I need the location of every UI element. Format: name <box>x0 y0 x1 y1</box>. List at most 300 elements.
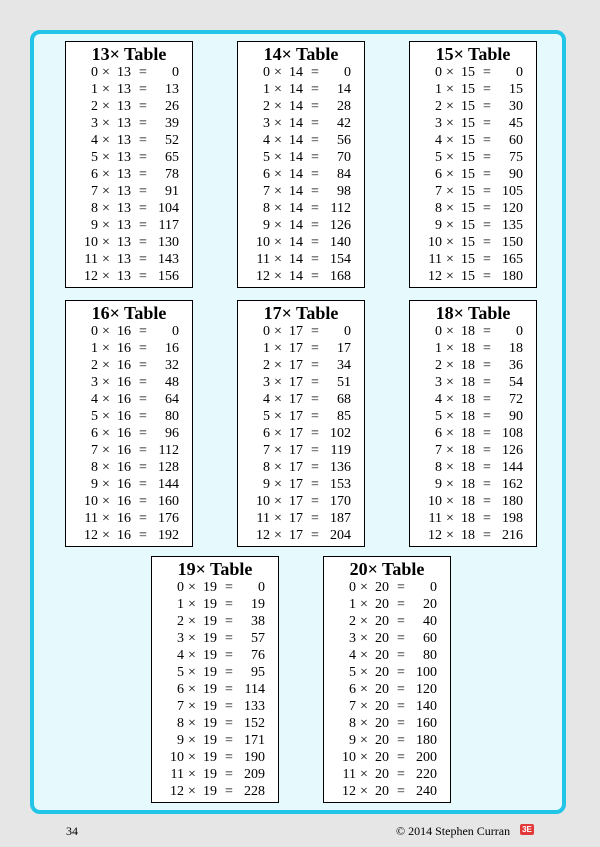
table-row <box>66 357 192 374</box>
times-sign: × <box>274 341 282 356</box>
table-row <box>238 149 364 166</box>
table-title: 18× Table <box>435 303 511 323</box>
multiplicand: 15 <box>461 133 475 148</box>
product: 192 <box>158 528 179 543</box>
times-table-20 <box>323 556 451 803</box>
product: 240 <box>416 784 437 799</box>
product: 160 <box>158 494 179 509</box>
product: 51 <box>337 375 351 390</box>
multiplier: 5 <box>435 150 442 165</box>
multiplier: 9 <box>349 733 356 748</box>
multiplier: 9 <box>435 477 442 492</box>
equals-sign: = <box>483 443 491 458</box>
product: 130 <box>158 235 179 250</box>
product: 220 <box>416 767 437 782</box>
multiplicand: 14 <box>289 218 303 233</box>
times-sign: × <box>446 392 454 407</box>
product: 180 <box>502 494 523 509</box>
multiplier: 1 <box>435 341 442 356</box>
product: 68 <box>337 392 351 407</box>
times-sign: × <box>446 150 454 165</box>
product: 18 <box>509 341 523 356</box>
multiplier: 0 <box>177 580 184 595</box>
multiplier: 3 <box>263 116 270 131</box>
table-row <box>238 200 364 217</box>
multiplier: 1 <box>435 82 442 97</box>
times-sign: × <box>102 235 110 250</box>
table-rows <box>66 323 192 544</box>
product: 56 <box>337 133 351 148</box>
multiplier: 0 <box>435 324 442 339</box>
product: 95 <box>251 665 265 680</box>
equals-sign: = <box>225 597 233 612</box>
table-row <box>324 630 450 647</box>
page-number: 34 <box>66 824 78 838</box>
times-sign: × <box>102 252 110 267</box>
multiplicand: 14 <box>289 201 303 216</box>
times-sign: × <box>446 443 454 458</box>
equals-sign: = <box>311 269 319 284</box>
multiplicand: 17 <box>289 477 303 492</box>
times-sign: × <box>274 392 282 407</box>
times-sign: × <box>360 580 368 595</box>
product: 154 <box>330 252 351 267</box>
multiplier: 4 <box>435 133 442 148</box>
product: 57 <box>251 631 265 646</box>
times-sign: × <box>274 494 282 509</box>
product: 108 <box>502 426 523 441</box>
multiplier: 3 <box>435 375 442 390</box>
equals-sign: = <box>311 184 319 199</box>
equals-sign: = <box>139 150 147 165</box>
table-row <box>410 459 536 476</box>
times-sign: × <box>274 460 282 475</box>
product: 42 <box>337 116 351 131</box>
multiplicand: 14 <box>289 252 303 267</box>
multiplier: 2 <box>91 99 98 114</box>
equals-sign: = <box>311 324 319 339</box>
product: 36 <box>509 358 523 373</box>
times-sign: × <box>102 511 110 526</box>
table-row <box>152 664 278 681</box>
multiplicand: 20 <box>375 750 389 765</box>
times-sign: × <box>360 614 368 629</box>
multiplicand: 13 <box>117 201 131 216</box>
table-title: 19× Table <box>177 559 253 579</box>
multiplicand: 13 <box>117 133 131 148</box>
equals-sign: = <box>397 767 405 782</box>
times-sign: × <box>188 665 196 680</box>
table-row <box>410 234 536 251</box>
times-sign: × <box>274 409 282 424</box>
multiplicand: 20 <box>375 699 389 714</box>
equals-sign: = <box>311 150 319 165</box>
equals-sign: = <box>483 528 491 543</box>
times-sign: × <box>274 184 282 199</box>
equals-sign: = <box>483 341 491 356</box>
table-row <box>152 783 278 800</box>
table-row <box>66 476 192 493</box>
equals-sign: = <box>397 716 405 731</box>
product: 0 <box>344 324 351 339</box>
multiplier: 12 <box>342 784 356 799</box>
multiplier: 8 <box>263 460 270 475</box>
multiplicand: 18 <box>461 443 475 458</box>
times-table-15 <box>409 41 537 288</box>
table-row <box>410 149 536 166</box>
product: 72 <box>509 392 523 407</box>
equals-sign: = <box>483 511 491 526</box>
multiplier: 10 <box>84 494 98 509</box>
equals-sign: = <box>311 477 319 492</box>
product: 198 <box>502 511 523 526</box>
equals-sign: = <box>483 99 491 114</box>
times-table-17 <box>237 300 365 547</box>
product: 0 <box>258 580 265 595</box>
multiplier: 11 <box>256 511 270 526</box>
multiplicand: 20 <box>375 716 389 731</box>
times-sign: × <box>446 184 454 199</box>
product: 78 <box>165 167 179 182</box>
table-row <box>410 98 536 115</box>
multiplier: 7 <box>91 443 98 458</box>
equals-sign: = <box>225 648 233 663</box>
table-row <box>238 391 364 408</box>
product: 180 <box>502 269 523 284</box>
table-row <box>324 681 450 698</box>
multiplier: 11 <box>84 511 98 526</box>
multiplicand: 19 <box>203 682 217 697</box>
multiplier: 9 <box>263 477 270 492</box>
multiplier: 1 <box>263 341 270 356</box>
equals-sign: = <box>483 167 491 182</box>
times-sign: × <box>274 477 282 492</box>
table-row <box>410 442 536 459</box>
multiplier: 8 <box>349 716 356 731</box>
times-sign: × <box>102 184 110 199</box>
product: 170 <box>330 494 351 509</box>
product: 190 <box>244 750 265 765</box>
table-row <box>410 183 536 200</box>
multiplier: 3 <box>91 375 98 390</box>
times-sign: × <box>360 767 368 782</box>
equals-sign: = <box>483 65 491 80</box>
multiplicand: 16 <box>117 426 131 441</box>
multiplier: 2 <box>91 358 98 373</box>
product: 90 <box>509 409 523 424</box>
table-row <box>66 459 192 476</box>
times-sign: × <box>360 733 368 748</box>
product: 104 <box>158 201 179 216</box>
multiplicand: 15 <box>461 218 475 233</box>
product: 209 <box>244 767 265 782</box>
multiplicand: 20 <box>375 784 389 799</box>
times-sign: × <box>446 116 454 131</box>
table-row <box>238 217 364 234</box>
times-sign: × <box>446 218 454 233</box>
equals-sign: = <box>311 133 319 148</box>
times-sign: × <box>188 699 196 714</box>
table-rows <box>238 64 364 285</box>
equals-sign: = <box>225 682 233 697</box>
times-sign: × <box>102 218 110 233</box>
equals-sign: = <box>225 750 233 765</box>
equals-sign: = <box>483 133 491 148</box>
table-row <box>66 510 192 527</box>
equals-sign: = <box>311 358 319 373</box>
multiplier: 9 <box>91 477 98 492</box>
product: 80 <box>165 409 179 424</box>
multiplicand: 13 <box>117 269 131 284</box>
multiplier: 12 <box>256 528 270 543</box>
multiplier: 0 <box>91 324 98 339</box>
product: 13 <box>165 82 179 97</box>
multiplicand: 20 <box>375 665 389 680</box>
table-row <box>238 340 364 357</box>
equals-sign: = <box>139 392 147 407</box>
multiplicand: 13 <box>117 82 131 97</box>
times-sign: × <box>446 358 454 373</box>
equals-sign: = <box>483 460 491 475</box>
times-sign: × <box>274 269 282 284</box>
multiplier: 4 <box>263 133 270 148</box>
table-row <box>410 64 536 81</box>
product: 84 <box>337 167 351 182</box>
product: 38 <box>251 614 265 629</box>
equals-sign: = <box>397 597 405 612</box>
product: 165 <box>502 252 523 267</box>
table-row <box>66 64 192 81</box>
equals-sign: = <box>483 426 491 441</box>
multiplicand: 13 <box>117 167 131 182</box>
multiplicand: 17 <box>289 460 303 475</box>
times-sign: × <box>360 784 368 799</box>
equals-sign: = <box>397 580 405 595</box>
equals-sign: = <box>225 716 233 731</box>
product: 80 <box>423 648 437 663</box>
multiplier: 6 <box>435 426 442 441</box>
multiplicand: 15 <box>461 167 475 182</box>
multiplier: 9 <box>435 218 442 233</box>
equals-sign: = <box>139 324 147 339</box>
table-row <box>324 783 450 800</box>
table-row <box>410 340 536 357</box>
multiplier: 1 <box>349 597 356 612</box>
equals-sign: = <box>311 511 319 526</box>
product: 128 <box>158 460 179 475</box>
multiplicand: 15 <box>461 184 475 199</box>
times-sign: × <box>360 716 368 731</box>
multiplier: 4 <box>91 133 98 148</box>
multiplier: 3 <box>349 631 356 646</box>
equals-sign: = <box>483 235 491 250</box>
equals-sign: = <box>225 580 233 595</box>
multiplier: 10 <box>428 494 442 509</box>
product: 112 <box>158 443 179 458</box>
times-sign: × <box>446 252 454 267</box>
multiplier: 2 <box>177 614 184 629</box>
times-sign: × <box>274 201 282 216</box>
times-sign: × <box>446 426 454 441</box>
product: 162 <box>502 477 523 492</box>
multiplier: 6 <box>177 682 184 697</box>
product: 48 <box>165 375 179 390</box>
multiplier: 2 <box>435 358 442 373</box>
table-row <box>324 715 450 732</box>
times-sign: × <box>102 392 110 407</box>
multiplicand: 20 <box>375 580 389 595</box>
multiplicand: 16 <box>117 324 131 339</box>
table-row <box>66 425 192 442</box>
multiplicand: 18 <box>461 358 475 373</box>
multiplicand: 17 <box>289 426 303 441</box>
times-sign: × <box>188 716 196 731</box>
times-sign: × <box>360 750 368 765</box>
table-row <box>66 408 192 425</box>
equals-sign: = <box>311 252 319 267</box>
multiplier: 8 <box>177 716 184 731</box>
product: 17 <box>337 341 351 356</box>
product: 156 <box>158 269 179 284</box>
product: 150 <box>502 235 523 250</box>
product: 70 <box>337 150 351 165</box>
table-row <box>324 647 450 664</box>
product: 216 <box>502 528 523 543</box>
equals-sign: = <box>139 82 147 97</box>
times-sign: × <box>102 426 110 441</box>
table-row <box>324 579 450 596</box>
product: 0 <box>516 324 523 339</box>
times-sign: × <box>102 65 110 80</box>
table-row <box>66 527 192 544</box>
table-row <box>152 681 278 698</box>
product: 105 <box>502 184 523 199</box>
multiplier: 2 <box>263 358 270 373</box>
equals-sign: = <box>483 184 491 199</box>
table-row <box>66 166 192 183</box>
table-row <box>410 81 536 98</box>
times-sign: × <box>360 682 368 697</box>
table-row <box>238 425 364 442</box>
table-title: 13× Table <box>91 44 167 64</box>
product: 15 <box>509 82 523 97</box>
equals-sign: = <box>311 341 319 356</box>
product: 120 <box>416 682 437 697</box>
multiplicand: 16 <box>117 460 131 475</box>
equals-sign: = <box>139 252 147 267</box>
equals-sign: = <box>483 252 491 267</box>
equals-sign: = <box>483 494 491 509</box>
equals-sign: = <box>139 133 147 148</box>
equals-sign: = <box>311 375 319 390</box>
multiplicand: 16 <box>117 409 131 424</box>
equals-sign: = <box>139 494 147 509</box>
times-sign: × <box>274 116 282 131</box>
equals-sign: = <box>225 614 233 629</box>
table-row <box>410 268 536 285</box>
times-sign: × <box>360 597 368 612</box>
equals-sign: = <box>139 511 147 526</box>
times-sign: × <box>274 443 282 458</box>
times-sign: × <box>446 99 454 114</box>
equals-sign: = <box>139 443 147 458</box>
multiplier: 1 <box>91 341 98 356</box>
product: 126 <box>330 218 351 233</box>
multiplicand: 19 <box>203 631 217 646</box>
equals-sign: = <box>225 767 233 782</box>
product: 91 <box>165 184 179 199</box>
table-row <box>152 766 278 783</box>
multiplier: 10 <box>170 750 184 765</box>
times-sign: × <box>446 133 454 148</box>
product: 16 <box>165 341 179 356</box>
equals-sign: = <box>397 665 405 680</box>
table-row <box>238 81 364 98</box>
table-row <box>410 510 536 527</box>
multiplicand: 15 <box>461 99 475 114</box>
times-sign: × <box>188 784 196 799</box>
equals-sign: = <box>139 167 147 182</box>
equals-sign: = <box>225 665 233 680</box>
product: 34 <box>337 358 351 373</box>
multiplicand: 20 <box>375 682 389 697</box>
multiplier: 4 <box>91 392 98 407</box>
multiplicand: 14 <box>289 116 303 131</box>
multiplicand: 14 <box>289 269 303 284</box>
multiplicand: 20 <box>375 631 389 646</box>
multiplicand: 18 <box>461 409 475 424</box>
multiplicand: 16 <box>117 528 131 543</box>
table-row <box>238 98 364 115</box>
multiplicand: 13 <box>117 184 131 199</box>
equals-sign: = <box>311 167 319 182</box>
times-sign: × <box>274 133 282 148</box>
multiplier: 7 <box>435 443 442 458</box>
equals-sign: = <box>139 409 147 424</box>
table-row <box>152 630 278 647</box>
multiplicand: 18 <box>461 375 475 390</box>
times-sign: × <box>102 528 110 543</box>
equals-sign: = <box>225 733 233 748</box>
equals-sign: = <box>483 150 491 165</box>
multiplicand: 17 <box>289 494 303 509</box>
multiplicand: 18 <box>461 460 475 475</box>
multiplicand: 18 <box>461 392 475 407</box>
multiplicand: 17 <box>289 511 303 526</box>
times-sign: × <box>446 528 454 543</box>
times-sign: × <box>102 443 110 458</box>
multiplicand: 20 <box>375 648 389 663</box>
table-row <box>66 234 192 251</box>
multiplier: 11 <box>428 511 442 526</box>
equals-sign: = <box>483 201 491 216</box>
product: 76 <box>251 648 265 663</box>
equals-sign: = <box>311 235 319 250</box>
times-sign: × <box>102 358 110 373</box>
table-row <box>238 323 364 340</box>
times-sign: × <box>274 65 282 80</box>
table-row <box>324 664 450 681</box>
multiplier: 4 <box>349 648 356 663</box>
equals-sign: = <box>225 784 233 799</box>
multiplier: 2 <box>263 99 270 114</box>
multiplicand: 19 <box>203 716 217 731</box>
times-sign: × <box>102 477 110 492</box>
equals-sign: = <box>139 528 147 543</box>
table-row <box>66 251 192 268</box>
equals-sign: = <box>139 201 147 216</box>
times-sign: × <box>446 201 454 216</box>
